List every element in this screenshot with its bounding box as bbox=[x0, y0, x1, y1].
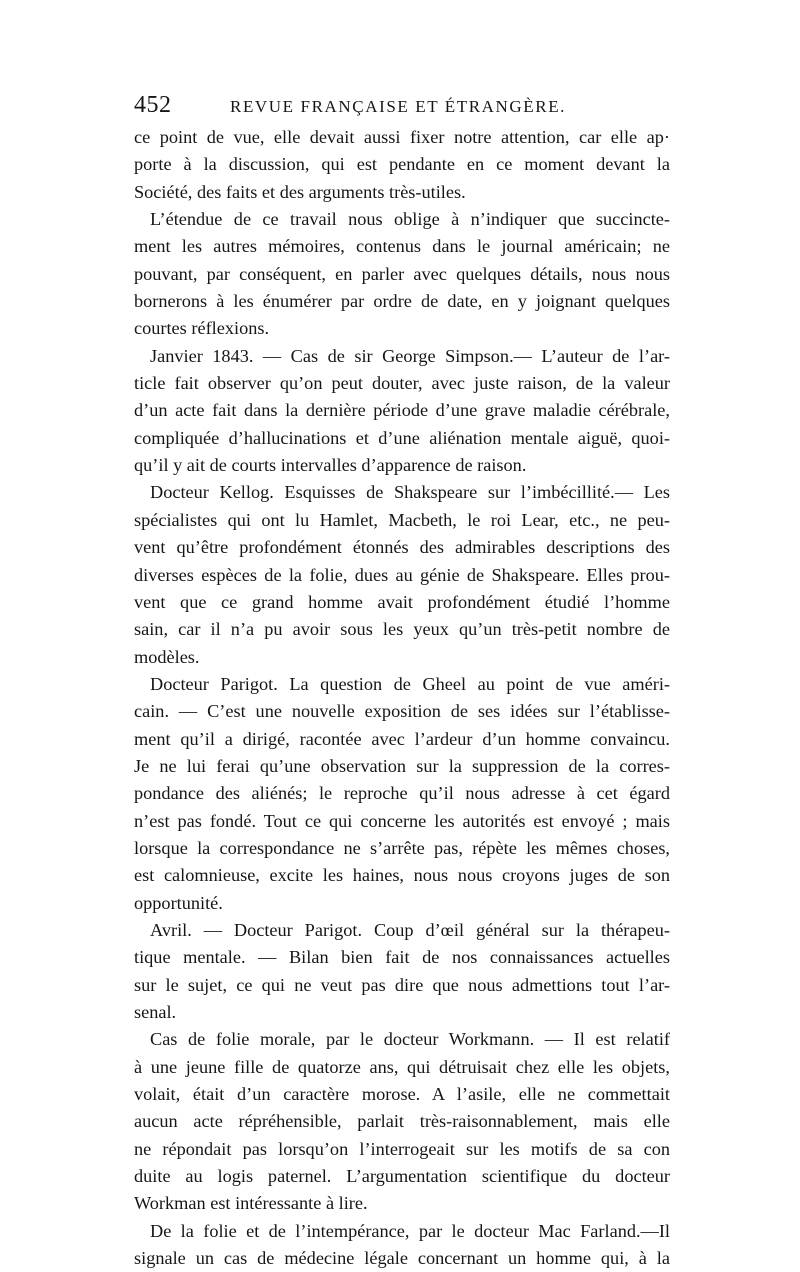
text-line: aucun acte répréhensible, parlait très-raisonnablement, mais elle bbox=[134, 1111, 670, 1132]
text-line: Docteur Kellog. Esquisses de Shakspeare sur l’imbécillité.— Les bbox=[150, 482, 670, 503]
text-line: courtes réflexions. bbox=[134, 318, 270, 339]
text-line: compliquée d’hallucinations et d’une aliénation mentale aiguë, quoi- bbox=[134, 427, 670, 448]
text-line: pondance des aliénés; le reproche qu’il nous adresse à cet égard bbox=[134, 783, 670, 804]
text-line: sain, car il n’a pu avoir sous les yeux qu’un très-petit nombre de bbox=[134, 619, 670, 640]
text-line: ticle fait observer qu’on peut douter, avec juste raison, de la valeur bbox=[134, 373, 670, 394]
text-line: n’est pas fondé. Tout ce qui concerne les autorités est envoyé ; mais bbox=[134, 810, 670, 831]
text-line: Janvier 1843. — Cas de sir George Simpson.— L’auteur de l’ar- bbox=[150, 345, 670, 366]
text-line: Docteur Parigot. La question de Gheel au point de vue améri- bbox=[150, 673, 670, 694]
text-line: volait, était d’un caractère morose. A l’asile, elle ne commettait bbox=[134, 1084, 670, 1105]
text-line: senal. bbox=[134, 1002, 177, 1022]
text-line: ment les autres mémoires, contenus dans le journal américain; ne bbox=[134, 236, 670, 257]
text-line: L’étendue de ce travail nous oblige à n’indiquer que succincte- bbox=[150, 209, 670, 230]
text-line: Workman est intéressante à lire. bbox=[134, 1193, 368, 1214]
text-line: Société, des faits et des arguments très-utiles. bbox=[134, 181, 466, 202]
text-line: duite au logis paternel. L’argumentation scientifique du docteur bbox=[134, 1166, 670, 1187]
text-line: lorsque la correspondance ne s’arrête pas, répète les mêmes choses, bbox=[134, 837, 670, 858]
text-line: qu’il y ait de courts intervalles d’apparence de raison. bbox=[134, 455, 527, 476]
running-title: REVUE FRANÇAISE ET ÉTRANGÈRE. bbox=[230, 97, 567, 116]
text-line: à une jeune fille de quatorze ans, qui détruisait chez elle les objets, bbox=[134, 1056, 670, 1077]
text-line: diverses espèces de la folie, dues au génie de Shakspeare. Elles prou- bbox=[134, 564, 670, 585]
text-line: bornerons à les énumérer par ordre de date, en y joignant quelques bbox=[134, 291, 670, 312]
text-line: vent qu’être profondément étonnés des admirables descriptions des bbox=[134, 537, 670, 558]
page-number: 452 bbox=[134, 92, 172, 118]
text-line: est calomnieuse, excite les haines, nous nous croyons juges de son bbox=[134, 865, 670, 886]
text-line: ne répondait pas lorsqu’on l’interrogeait sur les motifs de sa con bbox=[134, 1138, 670, 1159]
text-line: De la folie et de l’intempérance, par le docteur Mac Farland.—Il bbox=[150, 1220, 670, 1241]
page-header bbox=[134, 92, 670, 118]
text-line: opportunité. bbox=[134, 892, 223, 913]
text-line: Avril. — Docteur Parigot. Coup d’œil général sur la thérapeu- bbox=[150, 919, 670, 940]
text-line: Je ne lui ferai qu’une observation sur la suppression de la corres- bbox=[134, 755, 670, 776]
text-line: signale un cas de médecine légale concernant un homme qui, à la bbox=[134, 1248, 670, 1269]
text-line: ce point de vue, elle devait aussi fixer notre attention, car elle ap· bbox=[134, 127, 670, 147]
text-line: ment qu’il a dirigé, racontée avec l’ardeur d’un homme convaincu. bbox=[134, 728, 670, 749]
text-line: cain. — C’est une nouvelle exposition de ses idées sur l’établisse- bbox=[134, 701, 670, 722]
text-line: vent que ce grand homme avait profondément étudié l’homme bbox=[134, 591, 670, 612]
text-line: porte à la discussion, qui est pendante en ce moment devant la bbox=[134, 154, 670, 175]
text-line: spécialistes qui ont lu Hamlet, Macbeth, le roi Lear, etc., ne peu- bbox=[134, 509, 670, 530]
text-line: pouvant, par conséquent, en parler avec quelques détails, nous nous bbox=[134, 263, 670, 284]
text-line: sur le sujet, ce qui ne veut pas dire que nous admettions tout l’ar- bbox=[134, 974, 670, 995]
text-line: Cas de folie morale, par le docteur Workmann. — Il est relatif bbox=[150, 1029, 670, 1050]
body-text bbox=[134, 124, 670, 1272]
text-line: modèles. bbox=[134, 646, 200, 667]
text-line: tique mentale. — Bilan bien fait de nos connaissances actuelles bbox=[134, 947, 670, 968]
text-line: d’un acte fait dans la dernière période d’une grave maladie cérébrale, bbox=[134, 400, 670, 421]
